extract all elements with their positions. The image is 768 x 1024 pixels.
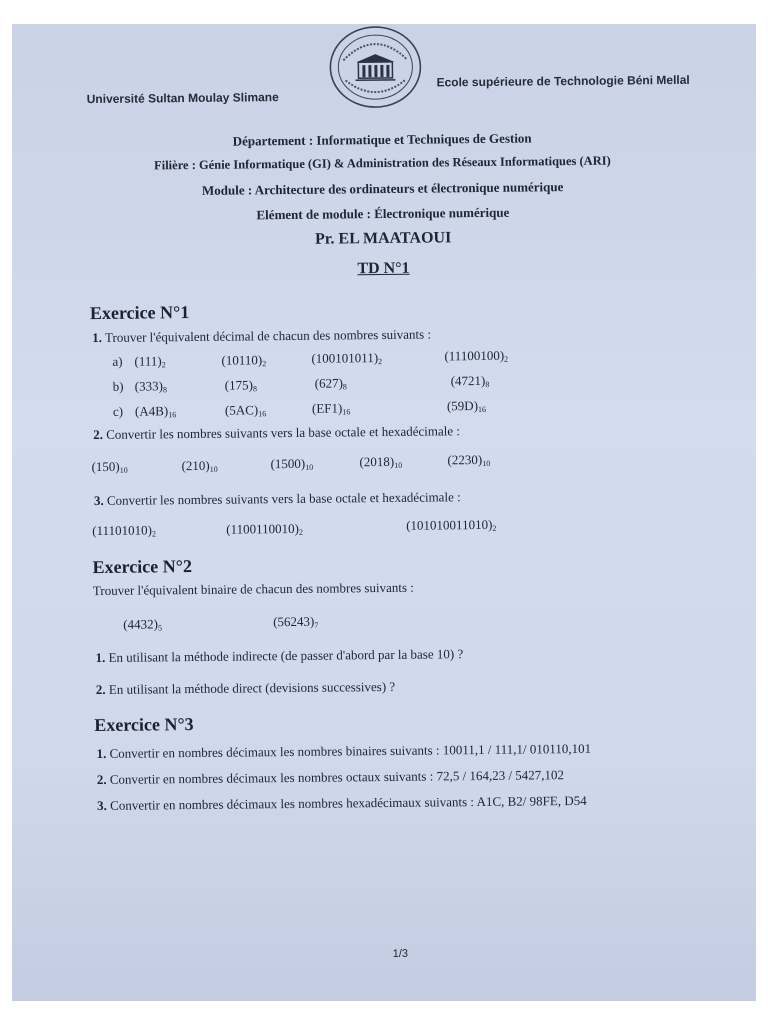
number-value: $(11100100)_2$	[444, 347, 509, 364]
number-value: $(4432)_5$	[123, 616, 162, 633]
element-line: Elément de module : Électronique numérique	[256, 204, 510, 223]
exercise-1-question-1: 1. Trouver l'équivalent décimal de chacun des nombres suivants :	[92, 326, 432, 346]
number-value: $(5AC)_{16}$	[224, 402, 267, 419]
school-name: Ecole supérieure de Technologie Béni Mellal	[436, 72, 690, 90]
number-value: $(A4B)_{16}$	[134, 403, 177, 420]
exercise-3-question-2: 2. Convertir en nombres décimaux les nombres octaux suivants : 72,5 / 164,23 / 5427,102	[96, 767, 565, 788]
number-value: $(111)_2$	[134, 353, 166, 370]
number-value: $(EF1)_{16}$	[311, 400, 351, 417]
number-value: $(59D)_{16}$	[446, 398, 487, 415]
number-value: $(2018)_{10}$	[359, 453, 403, 470]
professor-name: Pr. EL MAATAOUI	[315, 229, 452, 248]
university-name: Université Sultan Moulay Slimane	[86, 90, 279, 107]
exercise-2-question-1: 1. En utilisant la méthode indirecte (de passer d'abord par la base 10) ?	[95, 646, 464, 666]
number-value: $(627)_8$	[314, 375, 347, 392]
number-value: $(150)_{10}$	[91, 458, 128, 475]
number-value: $(1100110010)_2$	[226, 520, 303, 537]
exercise-1-title: Exercice N°1	[89, 302, 190, 324]
number-value: $(101010011010)_2$	[406, 516, 497, 533]
exercise-3-question-1: 1. Convertir en nombres décimaux les nombres binaires suivants : 10011,1 / 111,1/ 010110,101	[96, 740, 592, 762]
number-value: $(10110)_2$	[221, 352, 267, 369]
number-value: $(11101010)_2$	[92, 522, 157, 539]
number-value: $(210)_{10}$	[181, 457, 218, 474]
number-value: $(4721)_8$	[450, 372, 490, 389]
row-label-b: b)	[112, 378, 124, 394]
row-label-c: c)	[112, 403, 124, 419]
module-line: Module : Architecture des ordinateurs et électronique numérique	[201, 179, 564, 198]
document-photo	[12, 24, 756, 1001]
number-value: $(333)_8$	[134, 378, 167, 395]
td-title: TD N°1	[357, 259, 410, 278]
exercise-3-title: Exercice N°3	[94, 714, 194, 736]
exercise-2-intro: Trouver l'équivalent binaire de chacun des nombres suivants :	[92, 579, 414, 599]
exercise-2-question-2: 2. En utilisant la méthode direct (devisions successives) ?	[95, 678, 396, 698]
number-value: $(100101011)_2$	[311, 350, 383, 367]
exercise-2-title: Exercice N°2	[92, 556, 193, 578]
filiere-line: Filière : Génie Informatique (GI) & Administration des Réseaux Informatiques (ARI)	[153, 153, 611, 173]
exercise-1-question-2: 2. Convertir les nombres suivants vers la base octale et hexadécimale :	[93, 423, 461, 443]
page-number: 1/3	[392, 947, 409, 960]
school-seal-logo	[327, 24, 424, 111]
row-label-a: a)	[112, 353, 123, 369]
number-value: $(175)_8$	[224, 377, 257, 394]
number-value: $(1500)_{10}$	[270, 455, 314, 472]
department-line: Département : Informatique et Techniques de Gestion	[232, 130, 532, 149]
number-value: $(2230)_{10}$	[447, 451, 491, 468]
number-value: $(56243)_7$	[273, 613, 319, 630]
exercise-1-question-3: 3. Convertir les nombres suivants vers la base octale et hexadécimale :	[93, 489, 461, 509]
exam-sheet	[12, 24, 756, 1001]
exercise-3-question-3: 3. Convertir en nombres décimaux les nombres hexadécimaux suivants : A1C, B2/ 98FE, D54	[97, 792, 587, 814]
